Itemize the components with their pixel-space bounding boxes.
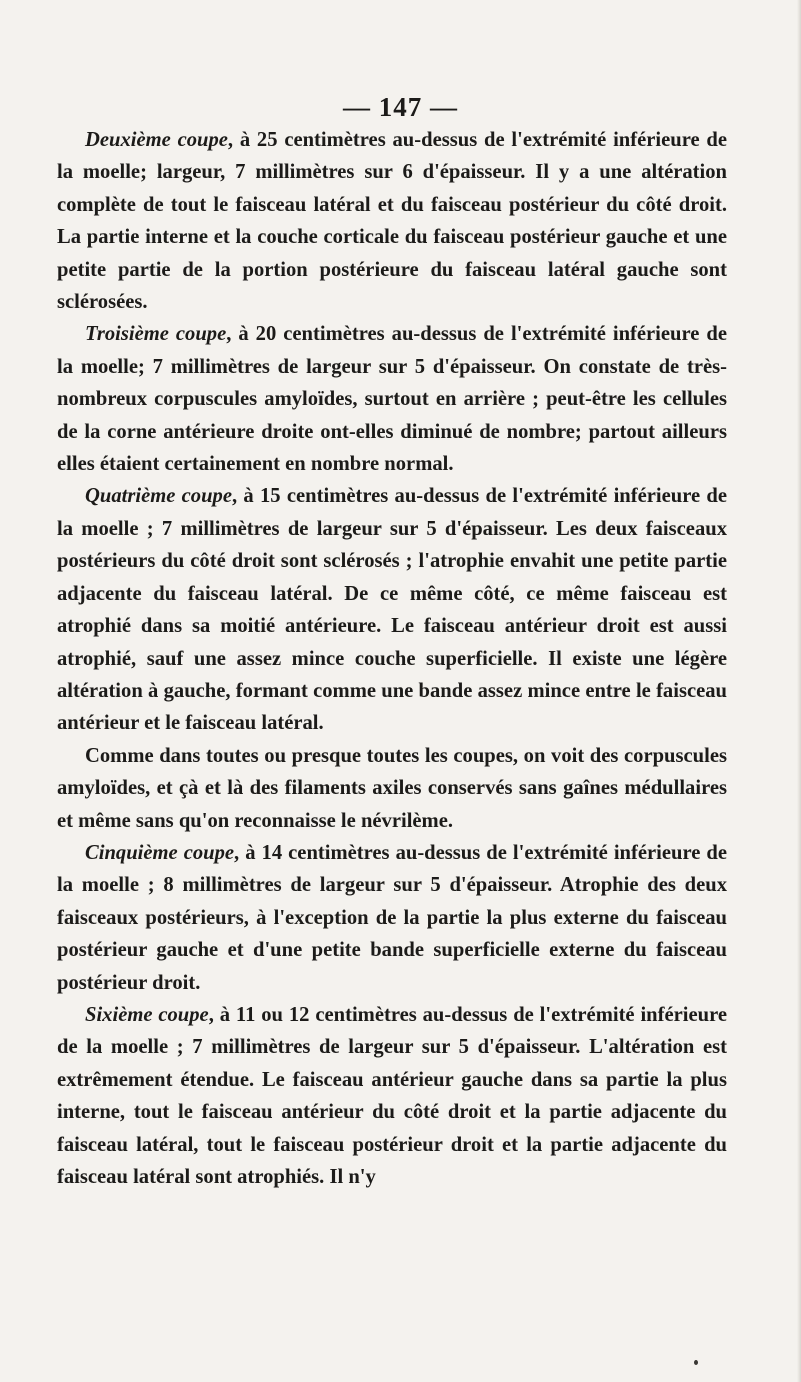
section-lead: Troisième coupe — [85, 323, 227, 346]
paragraph-troisieme-coupe — [57, 318, 727, 480]
paragraph-text: , à 11 ou 12 centimètres au-dessus de l'extrémité inférieure de la moelle ; 7 millimètres de largeur sur 5 d'épaisseur. L'altération est extrêmement étendue. Le faisceau antérieur gauche dans sa partie la plus interne, tout le faisceau antérieur du côté droit et la partie adjacente du faisceau latéral, tout le faisceau postérieur droit et la partie adjacente du faisceau latéral sont atrophiés. Il n'y — [57, 1003, 727, 1188]
paragraph-corpuscules — [57, 740, 727, 837]
paragraph-quatrieme-coupe — [57, 480, 727, 739]
paragraph-deuxieme-coupe — [57, 124, 727, 318]
paragraph-text: , à 25 centimètres au-dessus de l'extrémité inférieure de la moelle; largeur, 7 millimètres sur 6 d'épaisseur. Il y a une altération complète de tout le faisceau latéral et du faisceau postérieur du côté droit. La partie interne et la couche corticale du faisceau postérieur gauche et une petite partie de la portion postérieure du faisceau latéral gauche sont sclérosées. — [57, 129, 727, 314]
section-lead: Sixième coupe — [85, 1003, 209, 1026]
paragraph-cinquieme-coupe — [57, 837, 727, 999]
page-edge-shadow — [797, 0, 801, 1382]
paragraph-text: Comme dans toutes ou presque toutes les coupes, on voit des corpuscules amyloïdes, et çà et là des filaments axiles conservés sans gaînes médullaires et même sans qu'on reconnaisse le névrilème. — [57, 744, 727, 832]
paragraph-text: , à 15 centimètres au-dessus de l'extrémité inférieure de la moelle ; 7 millimètres de largeur sur 5 d'épaisseur. Les deux faisceaux postérieurs du côté droit sont sclérosés ; l'atrophie envahit une petite partie adjacente du faisceau latéral. De ce même côté, ce même faisceau est atrophié dans sa moitié antérieure. Le faisceau antérieur droit est aussi atrophié, sauf une assez mince couche superficielle. Il existe une légère altération à gauche, formant comme une bande assez mince entre le faisceau antérieur et le faisceau latéral. — [57, 485, 728, 735]
paragraph-sixieme-coupe — [57, 999, 727, 1193]
section-lead: Quatrième coupe — [85, 485, 232, 508]
paragraph-text: , à 14 centimètres au-dessus de l'extrémité inférieure de la moelle ; 8 millimètres de largeur sur 5 d'épaisseur. Atrophie des deux faisceaux postérieurs, à l'exception de la partie la plus externe du faisceau postérieur gauche et d'une petite bande superficielle externe du faisceau postérieur droit. — [57, 841, 727, 994]
ink-speck — [694, 1360, 698, 1365]
paragraph-text: , à 20 centimètres au-dessus de l'extrémité inférieure de la moelle; 7 millimètres de largeur sur 5 d'épaisseur. On constate de très-nombreux corpuscules amyloïdes, surtout en arrière ; peut-être les cellules de la corne antérieure droite ont-elles diminué de nombre; partout ailleurs elles étaient certainement en nombre normal. — [57, 323, 727, 476]
section-lead: Deuxième coupe — [85, 129, 228, 151]
section-lead: Cinquième coupe — [85, 841, 235, 864]
page-number: — 147 — — [343, 92, 458, 122]
body-text — [57, 124, 727, 1193]
